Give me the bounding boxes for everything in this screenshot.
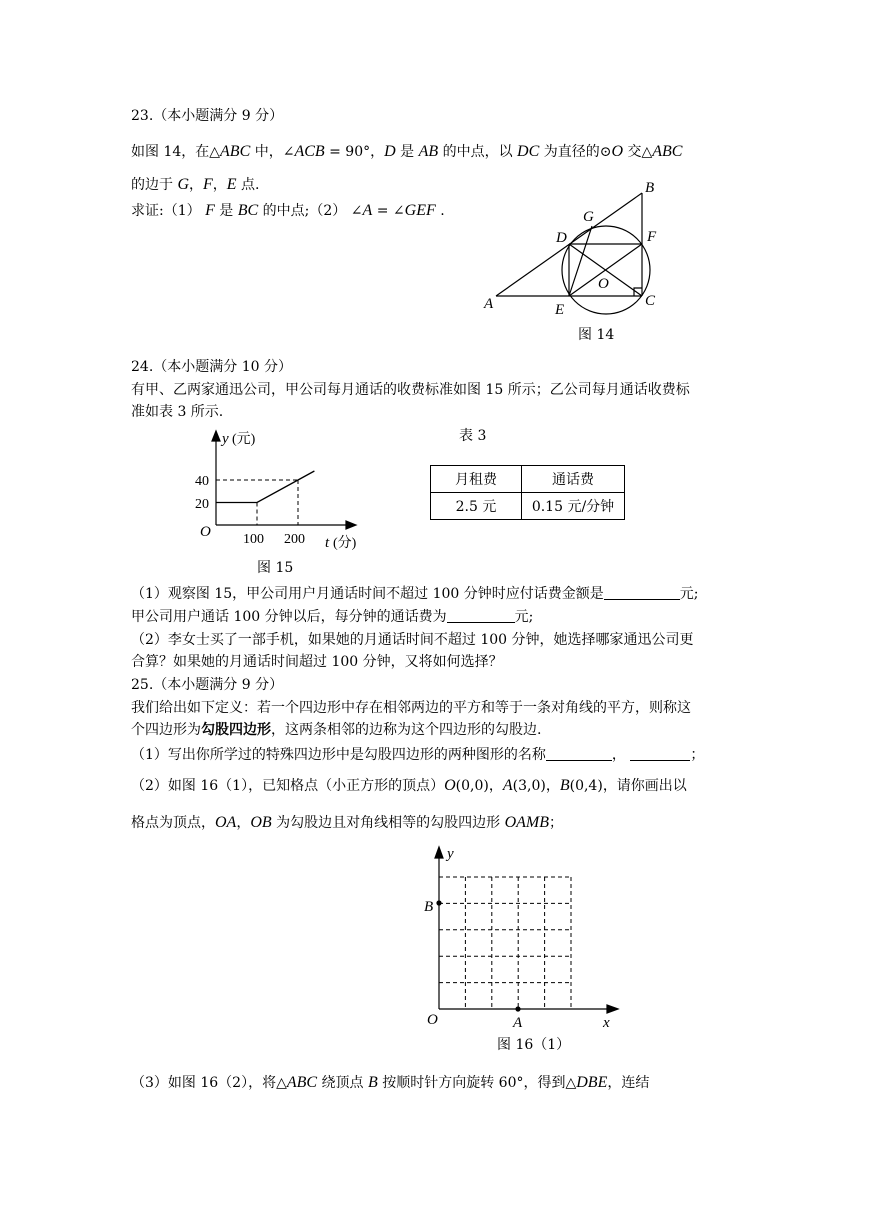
- q24-intro-line1: 有甲、乙两家通迅公司，甲公司每月通话的收费标准如图 15 所示；乙公司每月通话收费标: [131, 382, 690, 398]
- graph-origin: O: [200, 524, 211, 540]
- q24-heading: 24.（本小题满分 10 分）: [131, 359, 292, 375]
- q24-part2-line2: 合算？如果她的月通话时间超过 100 分钟，又将如何选择？: [131, 654, 503, 670]
- q25-part1: （1）写出你所学过的特殊四边形中是勾股四边形的两种图形的名称 ， ；: [131, 747, 705, 763]
- graph-ytick-40: 40: [195, 474, 209, 489]
- q25-definition-line1: 我们给出如下定义：若一个四边形中存在相邻两边的平方和等于一条对角线的平方，则称这: [131, 700, 691, 716]
- label-o: O: [598, 276, 609, 292]
- table-cell: 0.15 元/分钟: [522, 493, 625, 520]
- grid-y-arrow: [435, 847, 443, 858]
- q23-line3: 求证:（1） F 是 BC 的中点;（2） ∠A = ∠GEF .: [131, 202, 445, 219]
- q25-part2-line1: （2）如图 16（1），已知格点（小正方形的顶点）O(0,0)，A(3,0)，B(0,4)，请你画出以: [131, 777, 687, 794]
- grid-a-label: A: [513, 1015, 523, 1031]
- graph-xtick-100: 100: [243, 532, 264, 547]
- label-c: C: [645, 293, 656, 309]
- term-pythagorean-quadrilateral: 勾股四边形: [201, 722, 271, 738]
- q24-part1-line2: 甲公司用户通话 100 分钟以后，每分钟的通话费为 元;: [131, 609, 534, 625]
- q25-heading: 25.（本小题满分 9 分）: [131, 677, 284, 693]
- grid-x-arrow: [607, 1005, 618, 1013]
- label-a: A: [484, 296, 494, 312]
- label-d: D: [556, 230, 567, 246]
- q23-line1: 如图 14，在△ABC 中，∠ACB = 90°，D 是 AB 的中点，以 DC 为直径的⊙O 交△ABC: [131, 143, 683, 160]
- figure-15-caption: 图 15: [257, 560, 294, 576]
- table-header-cell: 月租费: [431, 466, 522, 493]
- label-b: B: [645, 180, 655, 196]
- q23-heading: 23.（本小题满分 9 分）: [131, 108, 284, 124]
- grid-y-label: y: [447, 846, 454, 862]
- q23-line2: 的边于 G，F，E 点.: [131, 176, 260, 193]
- table-cell: 2.5 元: [431, 493, 522, 520]
- label-e: E: [555, 302, 565, 318]
- label-f: F: [647, 229, 657, 245]
- figure-14-caption: 图 14: [578, 327, 615, 343]
- table-3-title: 表 3: [459, 428, 487, 444]
- graph-ylabel-var: y: [222, 431, 229, 447]
- graph-xtick-200: 200: [284, 532, 305, 547]
- q24-part2-line1: （2）李女士买了一部手机，如果她的月通话时间不超过 100 分钟，她选择哪家通迅公司更: [131, 632, 694, 648]
- grid-x-label: x: [603, 1015, 610, 1031]
- q24-part1-line1: （1）观察图 15，甲公司用户月通话时间不超过 100 分钟时应付话费金额是 元;: [131, 586, 699, 602]
- graph-xlabel-var: t: [325, 535, 330, 551]
- grid-b-label: B: [424, 899, 434, 915]
- grid-origin-label: O: [427, 1012, 438, 1028]
- q24-intro-line2: 准如表 3 所示.: [131, 404, 224, 420]
- q25-part3: （3）如图 16（2），将△ABC 绕顶点 B 按顺时针方向旋转 60°，得到△DBE，连结: [131, 1074, 650, 1091]
- graph-ylabel-unit: (元): [232, 432, 256, 447]
- point-a: [516, 1007, 520, 1011]
- figure-16-caption: 图 16（1）: [497, 1037, 571, 1053]
- point-b: [437, 901, 441, 905]
- table-header-cell: 通话费: [522, 466, 625, 493]
- graph-xlabel-unit: (分): [333, 536, 357, 551]
- graph-ytick-20: 20: [195, 497, 209, 512]
- label-g: G: [583, 209, 594, 225]
- q25-definition-line2: 个四边形为勾股四边形，这两条相邻的边称为这个四边形的勾股边.: [131, 722, 542, 738]
- q25-part2-line2: 格点为顶点，OA，OB 为勾股边且对角线相等的勾股四边形 OAMB；: [131, 814, 563, 831]
